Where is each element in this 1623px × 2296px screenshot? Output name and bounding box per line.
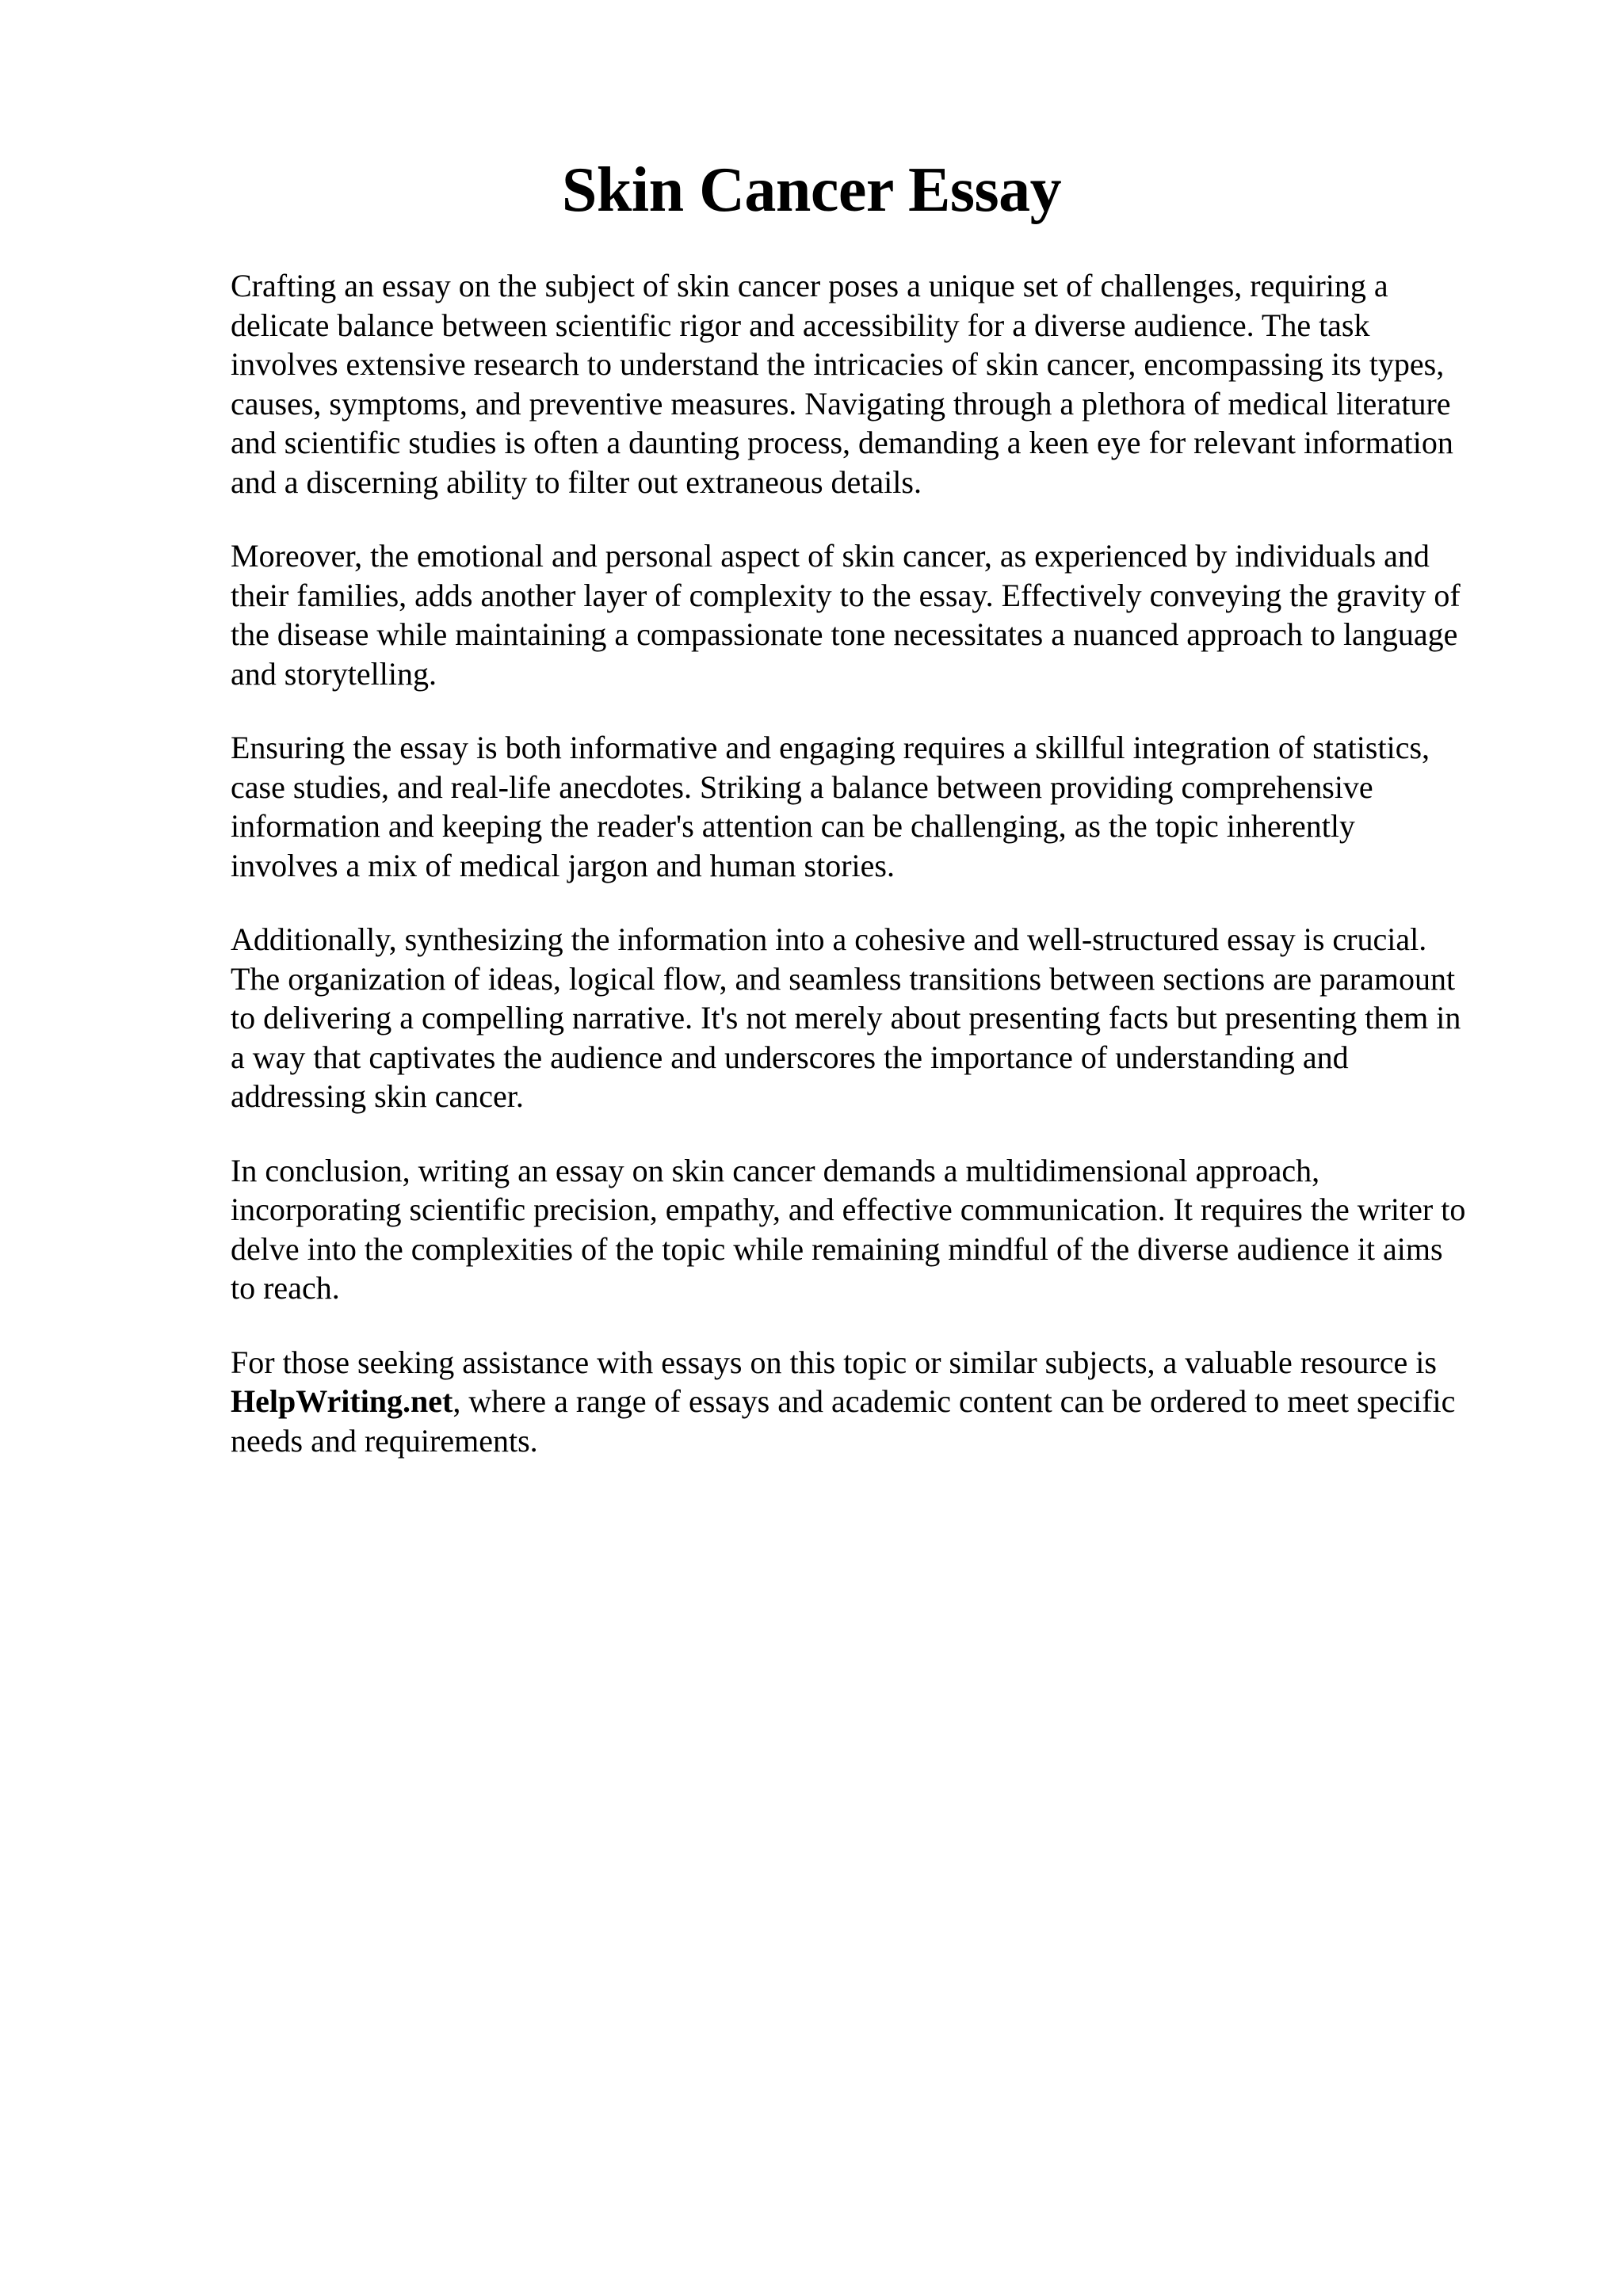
text-line-with-brand xyxy=(231,1382,1514,1421)
essay-body xyxy=(231,266,1514,1495)
paragraph-3 xyxy=(231,728,1514,885)
text-line: the disease while maintaining a compassionate tone necessitates a nuanced approach to language xyxy=(231,616,1458,652)
text-line: incorporating scientific precision, empathy, and effective communication. It requires the writer to xyxy=(231,1192,1466,1227)
text-line: to delivering a compelling narrative. It's not merely about presenting facts but presenting them in xyxy=(231,1000,1461,1035)
text-line: to reach. xyxy=(231,1270,340,1306)
text-line: Crafting an essay on the subject of skin cancer poses a unique set of challenges, requiring a xyxy=(231,268,1388,303)
text-line: causes, symptoms, and preventive measures. Navigating through a plethora of medical literature xyxy=(231,385,1451,421)
text-line: case studies, and real-life anecdotes. Striking a balance between providing comprehensive xyxy=(231,769,1373,805)
document-title: Skin Cancer Essay xyxy=(561,155,1062,225)
text-line: involves a mix of medical jargon and human stories. xyxy=(231,847,895,883)
paragraph-5 xyxy=(231,1151,1514,1308)
text-line: Moreover, the emotional and personal aspect of skin cancer, as experienced by individuals and xyxy=(231,538,1430,574)
text-line: and a discerning ability to filter out extraneous details. xyxy=(231,463,922,500)
text-line: Ensuring the essay is both informative and engaging requires a skillful integration of statistics, xyxy=(231,730,1430,765)
text-line: For those seeking assistance with essays on this topic or similar subjects, a valuable resource is xyxy=(231,1344,1437,1380)
text-line: needs and requirements. xyxy=(231,1422,538,1459)
text-line: Additionally, synthesizing the information into a cohesive and well-structured essay is crucial. xyxy=(231,921,1427,957)
text-line: and storytelling. xyxy=(231,655,437,692)
text-line: addressing skin cancer. xyxy=(231,1078,524,1114)
closing-line-rest: , where a range of essays and academic content can be ordered to meet specific xyxy=(453,1383,1456,1419)
text-line: involves extensive research to understand the intricacies of skin cancer, encompassing its types, xyxy=(231,346,1445,382)
text-line: delicate balance between scientific rigor and accessibility for a diverse audience. The task xyxy=(231,307,1370,343)
paragraph-4 xyxy=(231,920,1514,1116)
paragraph-1 xyxy=(231,266,1514,502)
closing-paragraph xyxy=(231,1343,1514,1461)
text-line: In conclusion, writing an essay on skin cancer demands a multidimensional approach, xyxy=(231,1152,1320,1188)
text-line: and scientific studies is often a daunting process, demanding a keen eye for relevant information xyxy=(231,425,1453,460)
text-line: their families, adds another layer of complexity to the essay. Effectively conveying the gravity of xyxy=(231,577,1461,613)
text-line: delve into the complexities of the topic while remaining mindful of the diverse audience it aims xyxy=(231,1230,1443,1267)
text-line: The organization of ideas, logical flow, and seamless transitions between sections are paramount xyxy=(231,960,1456,997)
text-line: information and keeping the reader's attention can be challenging, as the topic inherently xyxy=(231,808,1355,844)
helpwriting-brand-text: HelpWriting.net xyxy=(231,1383,453,1419)
text-line: a way that captivates the audience and underscores the importance of understanding and xyxy=(231,1039,1349,1075)
paragraph-2 xyxy=(231,536,1514,693)
